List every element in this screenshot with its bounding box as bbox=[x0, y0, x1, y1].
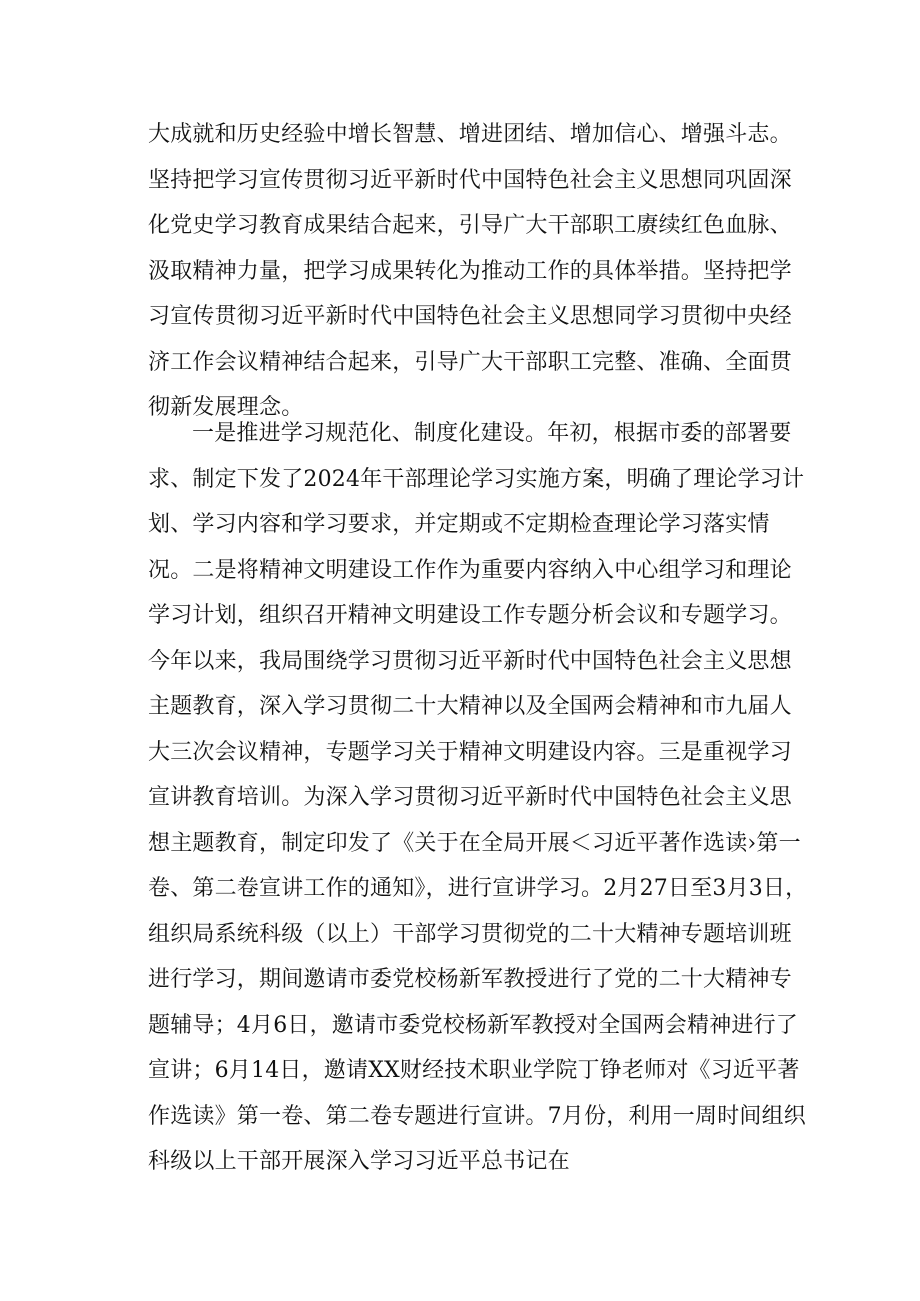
body-paragraph-1: 大成就和历史经验中增长智慧、增进团结、增加信心、增强斗志。坚持把学习宣传贯彻习近平新时代中国特色社会主义思想同巩固深化党史学习教育成果结合起来，引导广大干部职工赓续红色血脉、汲取精神力量，把学习成果转化为推动工作的具体举措。坚持把学习宣传贯彻习近平新时代中国特色社会主义思想同学习贯彻中央经济工作会议精神结合起来，引导广大干部职工完整、准确、全面贯彻新发展理念。 bbox=[148, 122, 792, 420]
body-paragraph-2: 一是推进学习规范化、制度化建设。年初，根据市委的部署要求、制定下发了2024年干部理论学习实施方案，明确了理论学习计划、学习内容和学习要求，并定期或不定期检查理论学习落实情况。二是将精神文明建设工作作为重要内容纳入中心组学习和理论学习计划，组织召开精神文明建设工作专题分析会议和专题学习。今年以来，我局围绕学习贯彻习近平新时代中国特色社会主义思想主题教育，深入学习贯彻二十大精神以及全国两会精神和市九届人大三次会议精神，专题学习关于精神文明建设内容。三是重视学习宣讲教育培训。为深入学习贯彻习近平新时代中国特色社会主义思想主题教育，制定印发了《关于在全局开展＜习近平著作选读›第一卷、第二卷宣讲工作的通知》，进行宣讲学习。2月27日至3月3日，组织局系统科级（以上）干部学习贯彻党的二十大精神专题培训班进行学习，期间邀请市委党校杨新军教授进行了党的二十大精神专题辅导；4月6日，邀请市委党校杨新军教授对全国两会精神进行了宣讲；6月14日，邀请XX财经技术职业学院丁铮老师对《习近平著作选读》第一卷、第二卷专题进行宣讲。7月份，利用一周时间组织科级以上干部开展深入学习习近平总书记在 bbox=[148, 421, 808, 1174]
